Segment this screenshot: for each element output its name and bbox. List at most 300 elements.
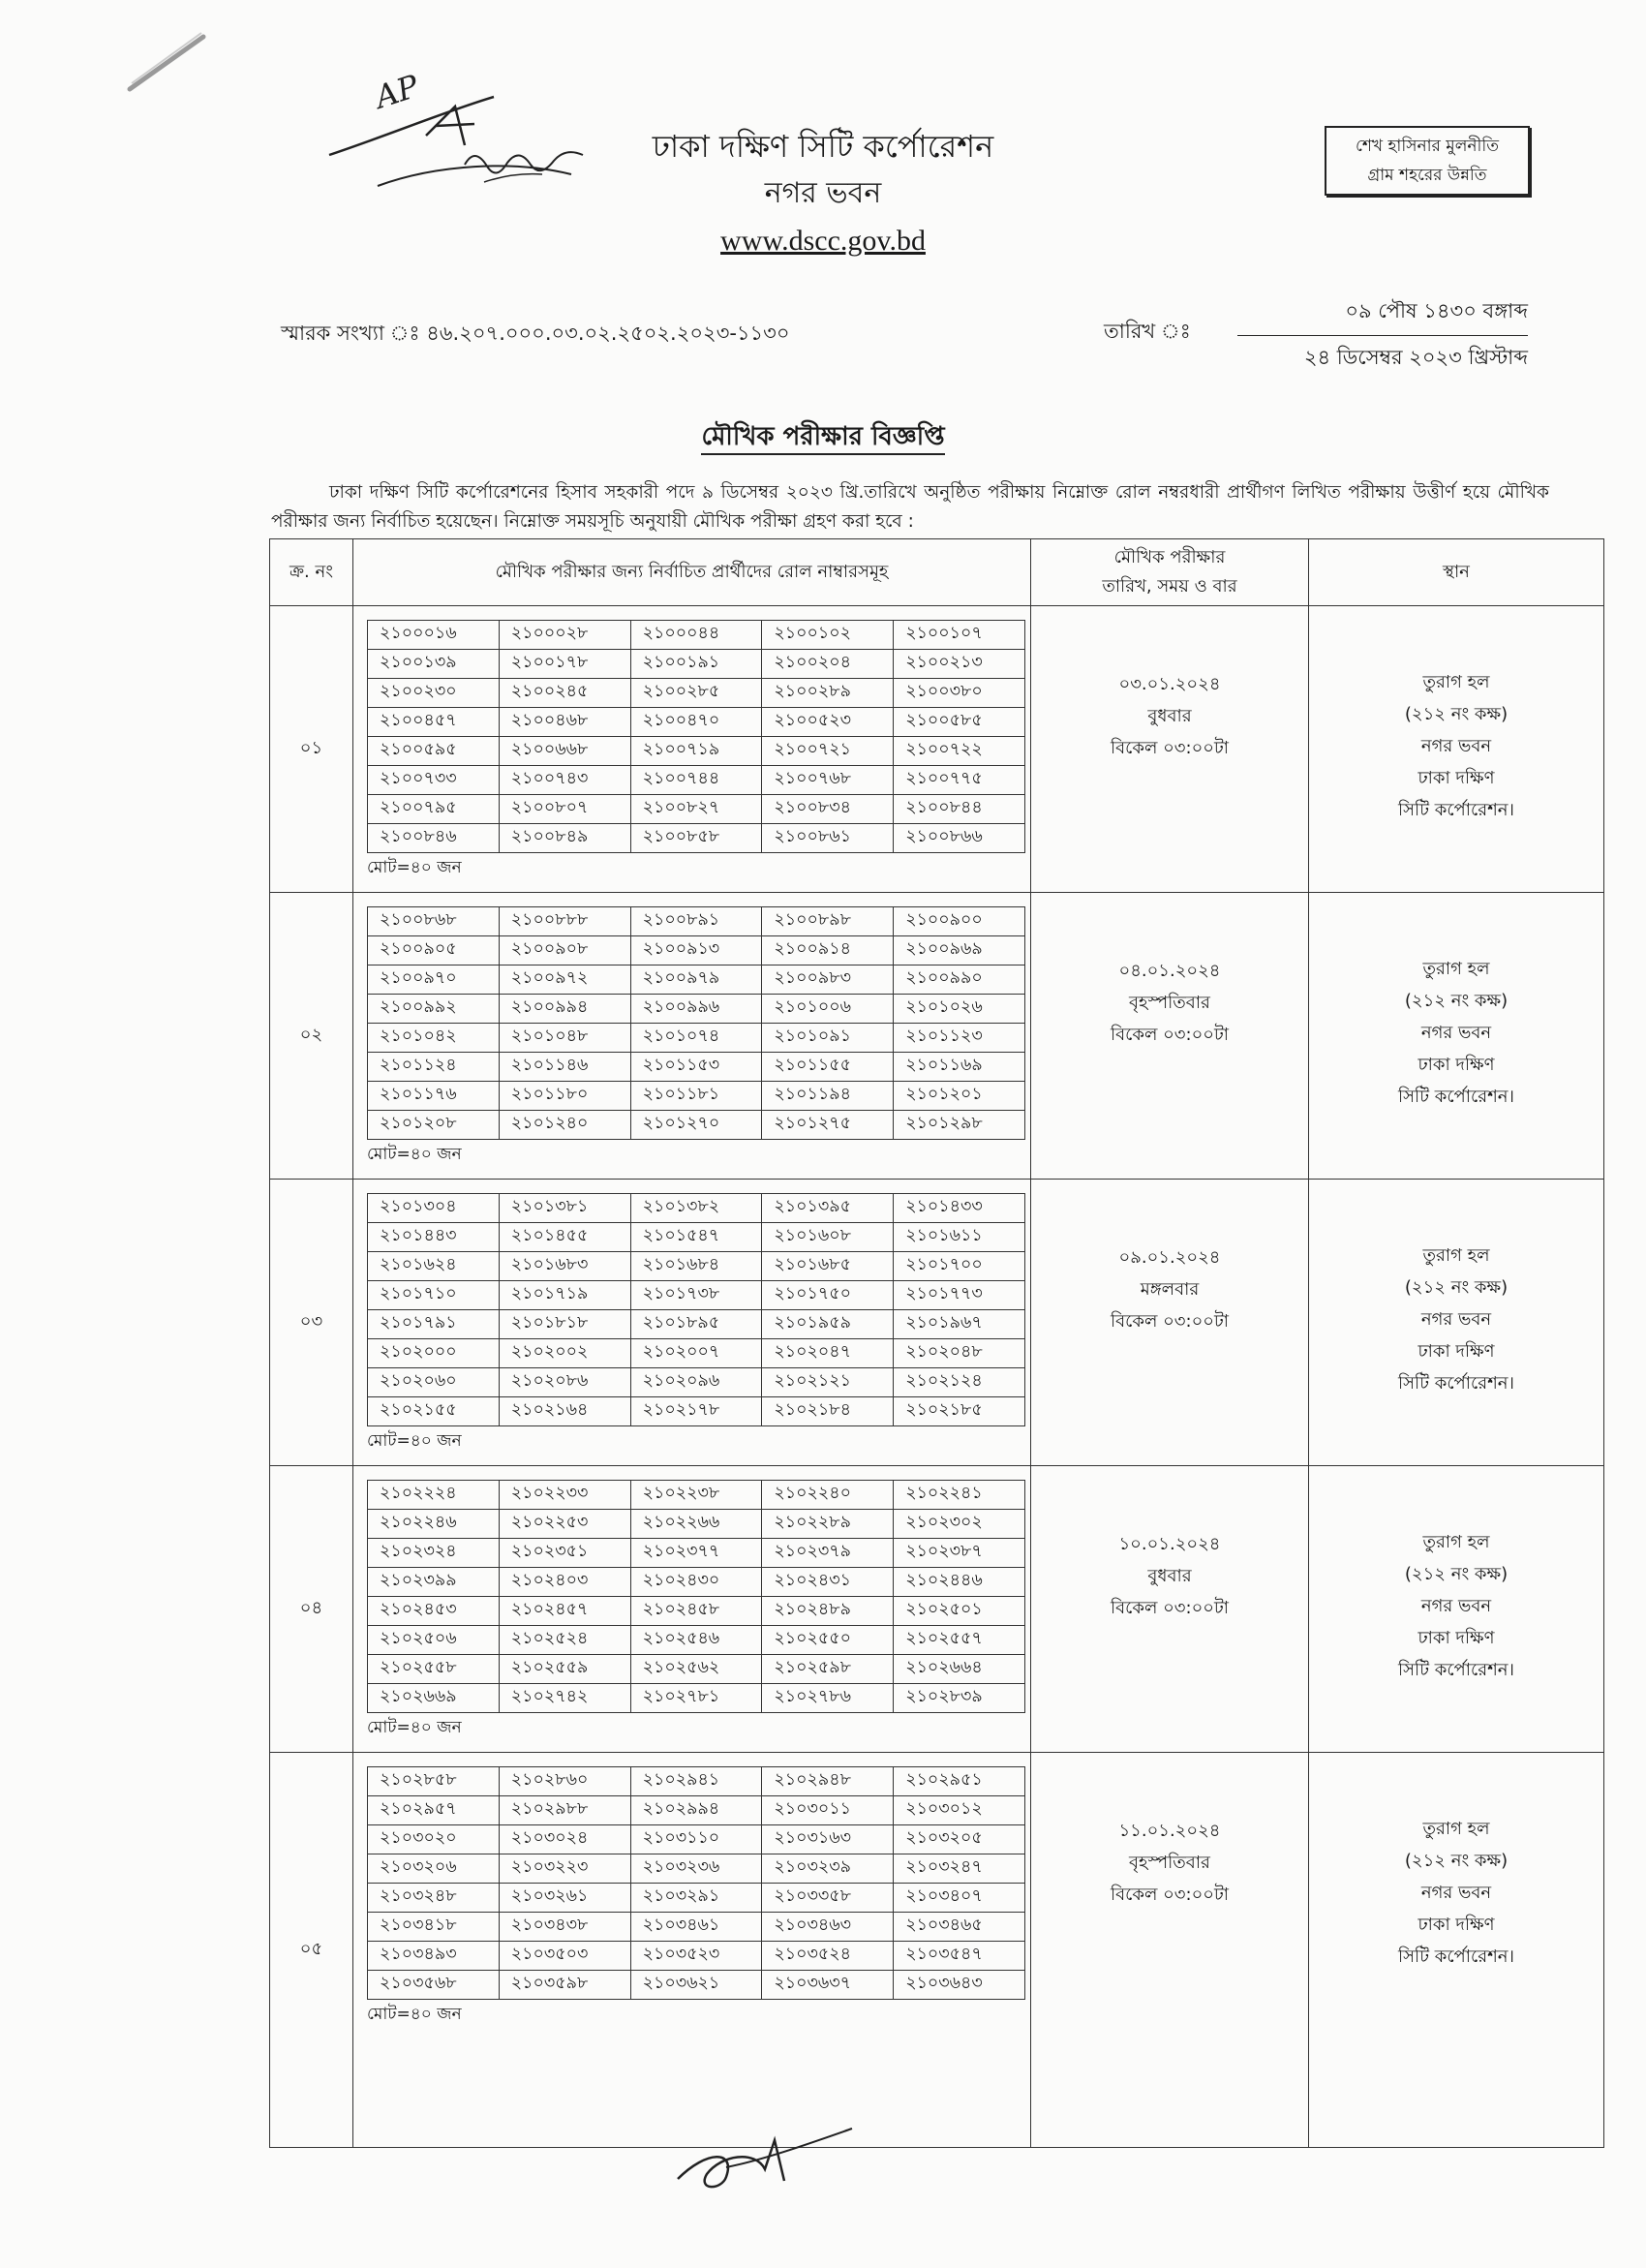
roll-number: ২১০১০২৬ xyxy=(894,995,1025,1024)
date-cell xyxy=(1031,1466,1309,1753)
roll-number: ২১০০৪৭০ xyxy=(630,708,762,737)
serial-cell: ০৪ xyxy=(270,1466,353,1753)
roll-number-grid xyxy=(367,906,1025,1140)
roll-number: ২১০১৯৫৯ xyxy=(762,1310,894,1339)
roll-number: ২১০১৪৩৩ xyxy=(894,1194,1025,1223)
roll-number: ২১০২৯৪৮ xyxy=(762,1767,894,1796)
roll-number: ২১০১০৪২ xyxy=(368,1024,500,1053)
roll-number: ২১০০৮৯৮ xyxy=(762,907,894,936)
roll-number-grid xyxy=(367,620,1025,853)
roll-number: ২১০১১৫৩ xyxy=(630,1053,762,1082)
roll-number: ২১০২৩৭৯ xyxy=(762,1539,894,1568)
rolls-cell xyxy=(353,1466,1031,1753)
roll-number: ২১০২১৭৮ xyxy=(630,1397,762,1426)
serial-cell: ০৫ xyxy=(270,1753,353,2148)
roll-number: ২১০১২৭০ xyxy=(630,1111,762,1140)
group-total: মোট=৪০ জন xyxy=(367,1431,462,1451)
venue-line: তুরাগ হল xyxy=(1422,959,1490,979)
roll-number: ২১০১৯৬৭ xyxy=(894,1310,1025,1339)
roll-number: ২১০২২২৪ xyxy=(368,1481,500,1510)
roll-row xyxy=(368,679,1025,708)
roll-number: ২১০০৯০৮ xyxy=(499,936,630,965)
serial-cell: ০৩ xyxy=(270,1180,353,1466)
roll-number: ২১০০৭১৯ xyxy=(630,737,762,766)
roll-number: ২১০০২৩০ xyxy=(368,679,500,708)
date-bangla: ০৯ পৌষ ১৪৩০ বঙ্গাব্দ xyxy=(1237,295,1528,336)
date-label: তারিখ ঃ xyxy=(1104,320,1191,343)
roll-number: ২১০৩১১০ xyxy=(630,1825,762,1854)
roll-number: ২১০১৭১০ xyxy=(368,1281,500,1310)
roll-number: ২১০৩২৩৯ xyxy=(762,1854,894,1884)
roll-number: ২১০০৮৫৮ xyxy=(630,824,762,853)
roll-number: ২১০৩৬৪৩ xyxy=(894,1971,1025,2000)
roll-number: ২১০৩২৩৬ xyxy=(630,1854,762,1884)
roll-row xyxy=(368,936,1025,965)
staple-mark xyxy=(124,29,211,97)
header-serial: ক্র. নং xyxy=(270,539,353,606)
roll-number: ২১০১১৭৬ xyxy=(368,1082,500,1111)
handwritten-signature-bottom xyxy=(668,2121,862,2198)
roll-number: ২১০৩০১১ xyxy=(762,1796,894,1825)
roll-row xyxy=(368,1539,1025,1568)
roll-number: ২১০০৭২২ xyxy=(894,737,1025,766)
exam-time: বিকেল ০৩:০০টা xyxy=(1110,738,1230,758)
roll-number: ২১০০০২৮ xyxy=(499,621,630,650)
roll-number: ২১০০৪৫৭ xyxy=(368,708,500,737)
roll-row xyxy=(368,1510,1025,1539)
roll-number: ২১০৩২২৩ xyxy=(499,1854,630,1884)
roll-number: ২১০২৭৮১ xyxy=(630,1684,762,1713)
roll-row xyxy=(368,965,1025,995)
roll-number: ২১০২১৫৫ xyxy=(368,1397,500,1426)
venue-line: ঢাকা দক্ষিণ xyxy=(1417,1055,1495,1075)
venue-cell xyxy=(1309,893,1604,1180)
roll-number: ২১০২৫৬২ xyxy=(630,1655,762,1684)
roll-number: ২১০০৭৩৩ xyxy=(368,766,500,795)
date-cell xyxy=(1031,606,1309,893)
roll-row xyxy=(368,1024,1025,1053)
roll-number: ২১০২৪৮৯ xyxy=(762,1597,894,1626)
notice-intro: ঢাকা দক্ষিণ সিটি কর্পোরেশনের হিসাব সহকারী পদে ৯ ডিসেম্বর ২০২৩ খ্রি.তারিখে অনুষ্ঠিত পরীক্ষায় নিম্নোক্ত রোল নম্বরধারী প্রার্থীগণ লিখিত পরীক্ষায় উত্তীর্ণ হয়ে মৌখিক পরীক্ষার জন্য নির্বাচিত হয়েছেন। নিম্নোক্ত সময়সূচি অনুযায়ী মৌখিক পরীক্ষা গ্রহণ করা হবে : xyxy=(271,482,1549,532)
roll-number: ২১০০১০৭ xyxy=(894,621,1025,650)
date-block xyxy=(1237,295,1528,376)
roll-row xyxy=(368,824,1025,853)
roll-number: ২১০২৪৫৩ xyxy=(368,1597,500,1626)
venue-line: (২১২ নং কক্ষ) xyxy=(1404,1277,1509,1298)
roll-number: ২১০০৭৪৩ xyxy=(499,766,630,795)
roll-row xyxy=(368,1111,1025,1140)
roll-number: ২১০৩৪৬৩ xyxy=(762,1913,894,1942)
roll-number: ২১০০৯৮৩ xyxy=(762,965,894,995)
venue-line: সিটি কর্পোরেশন। xyxy=(1398,1660,1514,1680)
venue-line: ঢাকা দক্ষিণ xyxy=(1417,768,1495,788)
roll-number: ২১০১৭৯১ xyxy=(368,1310,500,1339)
schedule-body xyxy=(270,606,1604,2148)
header-date-line-1: মৌখিক পরীক্ষার xyxy=(1113,547,1226,567)
exam-time: বিকেল ০৩:০০টা xyxy=(1110,1885,1230,1905)
venue-line: নগর ভবন xyxy=(1420,1883,1492,1903)
roll-row xyxy=(368,1597,1025,1626)
roll-number: ২১০৩৪১৮ xyxy=(368,1913,500,1942)
roll-number: ২১০১৩০৪ xyxy=(368,1194,500,1223)
exam-day: বুধবার xyxy=(1147,706,1192,726)
roll-number: ২১০৩২০৫ xyxy=(894,1825,1025,1854)
roll-number: ২১০১৮৯৫ xyxy=(630,1310,762,1339)
schedule-table xyxy=(269,538,1604,2148)
exam-day: বৃহস্পতিবার xyxy=(1129,1853,1210,1873)
roll-number: ২১০৩২৪৮ xyxy=(368,1884,500,1913)
exam-date: ০৩.০১.২০২৪ xyxy=(1118,674,1221,694)
venue-line: নগর ভবন xyxy=(1420,736,1492,756)
roll-number: ২১০০১৩৯ xyxy=(368,650,500,679)
roll-number: ২১০৩৫২৩ xyxy=(630,1942,762,1971)
motto-box xyxy=(1325,126,1530,196)
notice-title xyxy=(0,416,1646,459)
exam-date: ১১.০১.২০২৪ xyxy=(1118,1821,1221,1841)
roll-number: ২১০১০০৬ xyxy=(762,995,894,1024)
roll-row xyxy=(368,1281,1025,1310)
schedule-row xyxy=(270,1466,1604,1753)
date-cell xyxy=(1031,893,1309,1180)
header-date-line-2: তারিখ, সময় ও বার xyxy=(1102,576,1237,597)
venue-line: (২১২ নং কক্ষ) xyxy=(1404,991,1509,1011)
roll-row xyxy=(368,708,1025,737)
roll-number: ২১০২৮৩৯ xyxy=(894,1684,1025,1713)
roll-number: ২১০২৫৫৮ xyxy=(368,1655,500,1684)
roll-row xyxy=(368,995,1025,1024)
venue-line: ঢাকা দক্ষিণ xyxy=(1417,1628,1495,1648)
motto-line-1: শেখ হাসিনার মুলনীতি xyxy=(1355,137,1500,156)
roll-number: ২১০২০৪৮ xyxy=(894,1339,1025,1368)
roll-number: ২১০২১৬৪ xyxy=(499,1397,630,1426)
roll-number: ২১০০৭২১ xyxy=(762,737,894,766)
roll-row xyxy=(368,1310,1025,1339)
roll-number: ২১০০৯৭৯ xyxy=(630,965,762,995)
roll-number: ২১০০২৮৫ xyxy=(630,679,762,708)
roll-number: ২১০০৮৬৮ xyxy=(368,907,500,936)
roll-number: ২১০২৫২৪ xyxy=(499,1626,630,1655)
roll-number: ২১০০৬৬৮ xyxy=(499,737,630,766)
roll-number: ২১০২৫৫৭ xyxy=(894,1626,1025,1655)
exam-time: বিকেল ০৩:০০টা xyxy=(1110,1598,1230,1618)
roll-number: ২১০০৯১৩ xyxy=(630,936,762,965)
roll-number: ২১০২৬৬৯ xyxy=(368,1684,500,1713)
roll-number: ২১০০৮৮৮ xyxy=(499,907,630,936)
roll-number: ২১০২০০০ xyxy=(368,1339,500,1368)
venue-line: নগর ভবন xyxy=(1420,1596,1492,1616)
roll-number: ২১০৩৪৬৫ xyxy=(894,1913,1025,1942)
roll-number: ২১০২২৩৩ xyxy=(499,1481,630,1510)
roll-number: ২১০০২১৩ xyxy=(894,650,1025,679)
roll-number: ২১০০৯৬৯ xyxy=(894,936,1025,965)
venue-cell xyxy=(1309,1466,1604,1753)
roll-number: ২১০২২৪০ xyxy=(762,1481,894,1510)
roll-number: ২১০২২৪৬ xyxy=(368,1510,500,1539)
initials-text: AP xyxy=(370,68,423,116)
roll-row xyxy=(368,1913,1025,1942)
roll-number: ২১০০০১৬ xyxy=(368,621,500,650)
venue-cell xyxy=(1309,606,1604,893)
roll-number: ২১০০২৮৯ xyxy=(762,679,894,708)
venue-line: তুরাগ হল xyxy=(1422,1819,1490,1839)
exam-day: মঙ্গলবার xyxy=(1140,1279,1200,1300)
roll-number: ২১০০৮৪৬ xyxy=(368,824,500,853)
roll-row xyxy=(368,1942,1025,1971)
serial-cell: ০১ xyxy=(270,606,353,893)
roll-number: ২১০১০৪৮ xyxy=(499,1024,630,1053)
group-total: মোট=৪০ জন xyxy=(367,858,462,877)
roll-row xyxy=(368,1796,1025,1825)
exam-time: বিকেল ০৩:০০টা xyxy=(1110,1311,1230,1332)
roll-number: ২১০১৩৮১ xyxy=(499,1194,630,1223)
roll-number: ২১০২৫৫০ xyxy=(762,1626,894,1655)
date-cell xyxy=(1031,1180,1309,1466)
roll-number: ২১০২৯৫১ xyxy=(894,1767,1025,1796)
roll-number: ২১০২০৯৬ xyxy=(630,1368,762,1397)
venue-line: তুরাগ হল xyxy=(1422,1245,1490,1266)
header-venue: স্থান xyxy=(1309,539,1604,606)
venue-line: ঢাকা দক্ষিণ xyxy=(1417,1341,1495,1362)
roll-number: ২১০১৬১১ xyxy=(894,1223,1025,1252)
roll-number: ২১০২৯৯৪ xyxy=(630,1796,762,1825)
roll-number: ২১০০৯৭২ xyxy=(499,965,630,995)
roll-row xyxy=(368,621,1025,650)
roll-number: ২১০৩২৯১ xyxy=(630,1884,762,1913)
exam-time: বিকেল ০৩:০০টা xyxy=(1110,1025,1230,1045)
roll-number: ২১০০৮৩৪ xyxy=(762,795,894,824)
roll-number: ২১০১৩৯৫ xyxy=(762,1194,894,1223)
venue-line: (২১২ নং কক্ষ) xyxy=(1404,1851,1509,1871)
roll-number: ২১০২৩৮৭ xyxy=(894,1539,1025,1568)
roll-number: ২১০২৫০১ xyxy=(894,1597,1025,1626)
roll-number: ২১০০৭৬৮ xyxy=(762,766,894,795)
venue-cell xyxy=(1309,1753,1604,2148)
roll-number: ২১০১১৮১ xyxy=(630,1082,762,1111)
roll-number: ২১০৩২৪৭ xyxy=(894,1854,1025,1884)
roll-number: ২১০১৪৫৫ xyxy=(499,1223,630,1252)
memo-number: স্মারক সংখ্যা ঃ ৪৬.২০৭.০০০.০৩.০২.২৫০২.২০২৩-১১৩০ xyxy=(281,322,790,345)
roll-number: ২১০২১২১ xyxy=(762,1368,894,1397)
roll-number: ২১০২৪৩০ xyxy=(630,1568,762,1597)
group-total: মোট=৪০ জন xyxy=(367,1718,462,1737)
roll-number: ২১০১১৫৫ xyxy=(762,1053,894,1082)
roll-number: ২১০২৯৫৭ xyxy=(368,1796,500,1825)
roll-number: ২১০২০৮৬ xyxy=(499,1368,630,1397)
roll-number: ২১০২৫৯৮ xyxy=(762,1655,894,1684)
roll-number: ২১০১১৮০ xyxy=(499,1082,630,1111)
roll-number: ২১০১১২৪ xyxy=(368,1053,500,1082)
exam-date: ০৪.০১.২০২৪ xyxy=(1118,961,1221,981)
roll-row xyxy=(368,1971,1025,2000)
roll-number: ২১০১৭৩৮ xyxy=(630,1281,762,1310)
roll-number-grid xyxy=(367,1480,1025,1713)
venue-line: ঢাকা দক্ষিণ xyxy=(1417,1915,1495,1935)
roll-row xyxy=(368,1194,1025,1223)
exam-day: বৃহস্পতিবার xyxy=(1129,993,1210,1013)
roll-number: ২১০২৩৯৯ xyxy=(368,1568,500,1597)
roll-number: ২১০০৭৯৫ xyxy=(368,795,500,824)
roll-number: ২১০২৭৪২ xyxy=(499,1684,630,1713)
notice-title-text: মৌখিক পরীক্ষার বিজ্ঞপ্তি xyxy=(701,422,944,455)
rolls-cell xyxy=(353,1753,1031,2148)
roll-number: ২১০০৮৪৪ xyxy=(894,795,1025,824)
roll-number: ২১০২৪৫৭ xyxy=(499,1597,630,1626)
exam-day: বুধবার xyxy=(1147,1566,1192,1586)
roll-number: ২১০০৯১৪ xyxy=(762,936,894,965)
organization-header xyxy=(581,124,1065,261)
roll-row xyxy=(368,1854,1025,1884)
roll-number: ২১০২০৬০ xyxy=(368,1368,500,1397)
roll-number: ২১০২৮৬০ xyxy=(499,1767,630,1796)
roll-number: ২১০১১২৩ xyxy=(894,1024,1025,1053)
roll-number: ২১০২৮৫৮ xyxy=(368,1767,500,1796)
roll-row xyxy=(368,1568,1025,1597)
roll-number: ২১০০১০২ xyxy=(762,621,894,650)
roll-number: ২১০১০৭৪ xyxy=(630,1024,762,1053)
roll-number: ২১০২৯৪১ xyxy=(630,1767,762,1796)
roll-number: ২১০৩৪০৭ xyxy=(894,1884,1025,1913)
roll-number: ২১০০৯৭০ xyxy=(368,965,500,995)
venue-line: সিটি কর্পোরেশন। xyxy=(1398,1087,1514,1107)
roll-number: ২১০১৬৮৪ xyxy=(630,1252,762,1281)
roll-number: ২১০৩৪৯৩ xyxy=(368,1942,500,1971)
date-cell xyxy=(1031,1753,1309,2148)
roll-number: ২১০৩৬৩৭ xyxy=(762,1971,894,2000)
roll-number: ২১০০৫২৩ xyxy=(762,708,894,737)
roll-number: ২১০০৮৬১ xyxy=(762,824,894,853)
roll-row xyxy=(368,1481,1025,1510)
roll-row xyxy=(368,1082,1025,1111)
exam-date: ১০.০১.২০২৪ xyxy=(1118,1534,1221,1554)
roll-number: ২১০২২৫৩ xyxy=(499,1510,630,1539)
roll-number: ২১০২৪৫৮ xyxy=(630,1597,762,1626)
header-rolls: মৌখিক পরীক্ষার জন্য নির্বাচিত প্রার্থীদের রোল নাম্বারসমূহ xyxy=(353,539,1031,606)
roll-number: ২১০২৫৫৯ xyxy=(499,1655,630,1684)
venue-line: নগর ভবন xyxy=(1420,1309,1492,1330)
roll-row xyxy=(368,650,1025,679)
roll-number: ২১০১৫৪৭ xyxy=(630,1223,762,1252)
roll-number: ২১০৩৫০৩ xyxy=(499,1942,630,1971)
roll-number: ২১০৩৫৪৭ xyxy=(894,1942,1025,1971)
roll-number: ২১০২৬৬৪ xyxy=(894,1655,1025,1684)
roll-number: ২১০০৯০০ xyxy=(894,907,1025,936)
roll-number: ২১০৩৪৬১ xyxy=(630,1913,762,1942)
roll-number: ২১০১৬০৮ xyxy=(762,1223,894,1252)
date-english: ২৪ ডিসেম্বর ২০২৩ খ্রিস্টাব্দ xyxy=(1303,346,1528,369)
roll-number: ২১০২০০৭ xyxy=(630,1339,762,1368)
roll-number: ২১০০৯৯২ xyxy=(368,995,500,1024)
roll-number: ২১০৩৬২১ xyxy=(630,1971,762,2000)
roll-number: ২১০০৩৮০ xyxy=(894,679,1025,708)
roll-number: ২১০২১৮৪ xyxy=(762,1397,894,1426)
roll-number: ২১০০৮৪৯ xyxy=(499,824,630,853)
roll-number: ২১০৩৫৯৮ xyxy=(499,1971,630,2000)
roll-number: ২১০২১২৪ xyxy=(894,1368,1025,1397)
roll-number-grid xyxy=(367,1193,1025,1426)
motto-line-2: গ্রাম শহরের উন্নতি xyxy=(1367,166,1487,185)
roll-number: ২১০২২৬৬ xyxy=(630,1510,762,1539)
roll-number: ২১০১৬৮৩ xyxy=(499,1252,630,1281)
roll-row xyxy=(368,1252,1025,1281)
roll-row xyxy=(368,1368,1025,1397)
roll-row xyxy=(368,1825,1025,1854)
organization-name: ঢাকা দক্ষিণ সিটি কর্পোরেশন xyxy=(652,128,994,165)
venue-cell xyxy=(1309,1180,1604,1466)
roll-number: ২১০৩৪৩৮ xyxy=(499,1913,630,1942)
roll-number: ২১০০৫৯৫ xyxy=(368,737,500,766)
venue-line: (২১২ নং কক্ষ) xyxy=(1404,1564,1509,1584)
roll-number: ২১০০৮০৭ xyxy=(499,795,630,824)
roll-number: ২১০২২৩৮ xyxy=(630,1481,762,1510)
roll-number: ২১০০৯৯০ xyxy=(894,965,1025,995)
rolls-cell xyxy=(353,606,1031,893)
schedule-row xyxy=(270,893,1604,1180)
roll-number: ২১০১২৪০ xyxy=(499,1111,630,1140)
roll-number: ২১০৩০১২ xyxy=(894,1796,1025,1825)
roll-number-grid xyxy=(367,1766,1025,2000)
rolls-cell xyxy=(353,1180,1031,1466)
rolls-cell xyxy=(353,893,1031,1180)
roll-row xyxy=(368,1053,1025,1082)
roll-row xyxy=(368,766,1025,795)
roll-number: ২১০১০৯১ xyxy=(762,1024,894,1053)
venue-line: নগর ভবন xyxy=(1420,1023,1492,1043)
roll-number: ২১০১১৯৪ xyxy=(762,1082,894,1111)
roll-number: ২১০৩২০৬ xyxy=(368,1854,500,1884)
roll-number: ২১০১৬২৪ xyxy=(368,1252,500,1281)
roll-number: ২১০২৩৭৭ xyxy=(630,1539,762,1568)
roll-number: ২১০০২৪৫ xyxy=(499,679,630,708)
roll-number: ২১০২২৪১ xyxy=(894,1481,1025,1510)
roll-number: ২১০১৩৮২ xyxy=(630,1194,762,1223)
table-header-row xyxy=(270,539,1604,606)
header-date xyxy=(1031,539,1309,606)
roll-number: ২১০৩৫৬৮ xyxy=(368,1971,500,2000)
venue-line: সিটি কর্পোরেশন। xyxy=(1398,800,1514,820)
schedule-row xyxy=(270,1753,1604,2148)
roll-number: ২১০০৯৯৬ xyxy=(630,995,762,1024)
group-total: মোট=৪০ জন xyxy=(367,2005,462,2024)
roll-number: ২১০২৫৪৬ xyxy=(630,1626,762,1655)
schedule-row xyxy=(270,1180,1604,1466)
roll-number: ২১০৩০২০ xyxy=(368,1825,500,1854)
roll-number: ২১০৩২৬১ xyxy=(499,1884,630,1913)
roll-number: ২১০০১৭৮ xyxy=(499,650,630,679)
roll-number: ২১০৩০২৪ xyxy=(499,1825,630,1854)
roll-number: ২১০২০০২ xyxy=(499,1339,630,1368)
roll-number: ২১০০৪৬৮ xyxy=(499,708,630,737)
venue-line: তুরাগ হল xyxy=(1422,1532,1490,1552)
roll-number: ২১০১৭৫০ xyxy=(762,1281,894,1310)
venue-line: সিটি কর্পোরেশন। xyxy=(1398,1373,1514,1394)
organization-building: নগর ভবন xyxy=(764,176,882,210)
roll-number: ২১০১৭১৯ xyxy=(499,1281,630,1310)
roll-number: ২১০৩৫২৪ xyxy=(762,1942,894,1971)
roll-number: ২১০০২০৪ xyxy=(762,650,894,679)
roll-number: ২১০০৭৭৫ xyxy=(894,766,1025,795)
roll-number: ২১০০৮৬৬ xyxy=(894,824,1025,853)
roll-number: ২১০২৪৪৬ xyxy=(894,1568,1025,1597)
roll-number: ২১০৩১৬৩ xyxy=(762,1825,894,1854)
roll-number: ২১০১২৭৫ xyxy=(762,1111,894,1140)
roll-row xyxy=(368,1684,1025,1713)
roll-row xyxy=(368,1626,1025,1655)
venue-line: তুরাগ হল xyxy=(1422,672,1490,692)
roll-number: ২১০০৮৯১ xyxy=(630,907,762,936)
roll-number: ২১০২৭৮৬ xyxy=(762,1684,894,1713)
roll-number: ২১০২৩৫১ xyxy=(499,1539,630,1568)
roll-number: ২১০১৪৪৩ xyxy=(368,1223,500,1252)
